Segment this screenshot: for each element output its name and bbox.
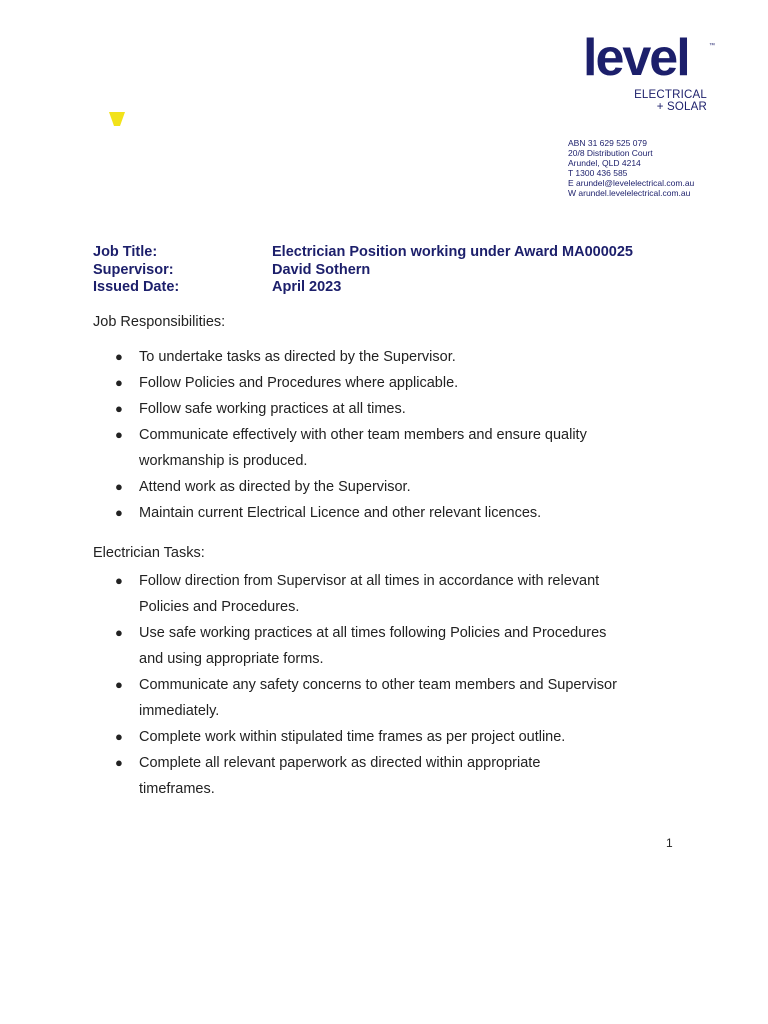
list-item: ● Follow direction from Supervisor at all times in accordance with relevant [93,568,673,594]
job-title-label: Job Title: [93,244,158,260]
issued-date-row [93,279,633,297]
responsibilities-list [93,344,673,526]
bullet-icon: ● [115,349,123,364]
tasks-list [93,568,673,802]
bullet-icon: ● [115,573,123,588]
contact-block [568,138,694,198]
page-number: 1 [666,836,673,850]
contact-phone: T 1300 436 585 [568,168,628,178]
list-item: ● Follow Policies and Procedures where applicable. [93,370,673,396]
bullet-icon: ● [115,677,123,692]
list-item: ● Attend work as directed by the Supervisor. [93,474,673,500]
logo-wordmark: level [583,29,689,87]
bullet-icon: ● [115,479,123,494]
logo-subtitle-solar: + SOLAR [656,101,707,113]
list-item-continuation: immediately. [139,703,220,719]
contact-website: W arundel.levelelectrical.com.au [568,188,691,198]
job-title-value: Electrician Position working under Award MA000025 [272,244,633,260]
list-item-continuation: timeframes. [139,781,215,797]
list-item: ● To undertake tasks as directed by the Supervisor. [93,344,673,370]
list-item: ● Maintain current Electrical Licence and other relevant licences. [93,500,673,526]
bullet-icon: ● [115,729,123,744]
bullet-icon: ● [115,505,123,520]
logo-trademark: ™ [709,43,715,49]
tasks-heading: Electrician Tasks: [93,545,205,561]
issued-date-label: Issued Date: [93,279,180,295]
contact-address-line1: 20/8 Distribution Court [568,148,653,158]
list-item: ● Follow safe working practices at all times. [93,396,673,422]
supervisor-label: Supervisor: [93,261,174,278]
list-item: ● Complete all relevant paperwork as directed within appropriate [93,750,673,776]
list-item: ● Use safe working practices at all times following Policies and Procedures [93,620,673,646]
supervisor-row [93,262,633,280]
bullet-icon: ● [115,427,123,442]
job-info-block [93,244,633,297]
list-item-continuation: Policies and Procedures. [139,599,300,615]
bullet-icon: ● [115,401,123,416]
yellow-accent-icon [108,111,126,127]
list-item: ● Communicate effectively with other team members and ensure quality [93,422,673,448]
supervisor-value: David Sothern [272,261,371,278]
bullet-icon: ● [115,375,123,390]
bullet-icon: ● [115,625,123,640]
contact-abn: ABN 31 629 525 079 [568,138,647,148]
responsibilities-heading: Job Responsibilities: [93,314,226,330]
job-title-row [93,244,633,262]
list-item-continuation: and using appropriate forms. [139,651,324,667]
list-item-continuation: workmanship is produced. [139,453,308,469]
bullet-icon: ● [115,755,123,770]
contact-email: E arundel@levelelectrical.com.au [568,178,695,188]
logo-subtitle-electrical: ELECTRICAL [634,89,707,101]
contact-address-line2: Arundel, QLD 4214 [568,158,641,168]
list-item: ● Communicate any safety concerns to other team members and Supervisor [93,672,673,698]
issued-date-value: April 2023 [272,279,342,295]
list-item: ● Complete work within stipulated time frames as per project outline. [93,724,673,750]
